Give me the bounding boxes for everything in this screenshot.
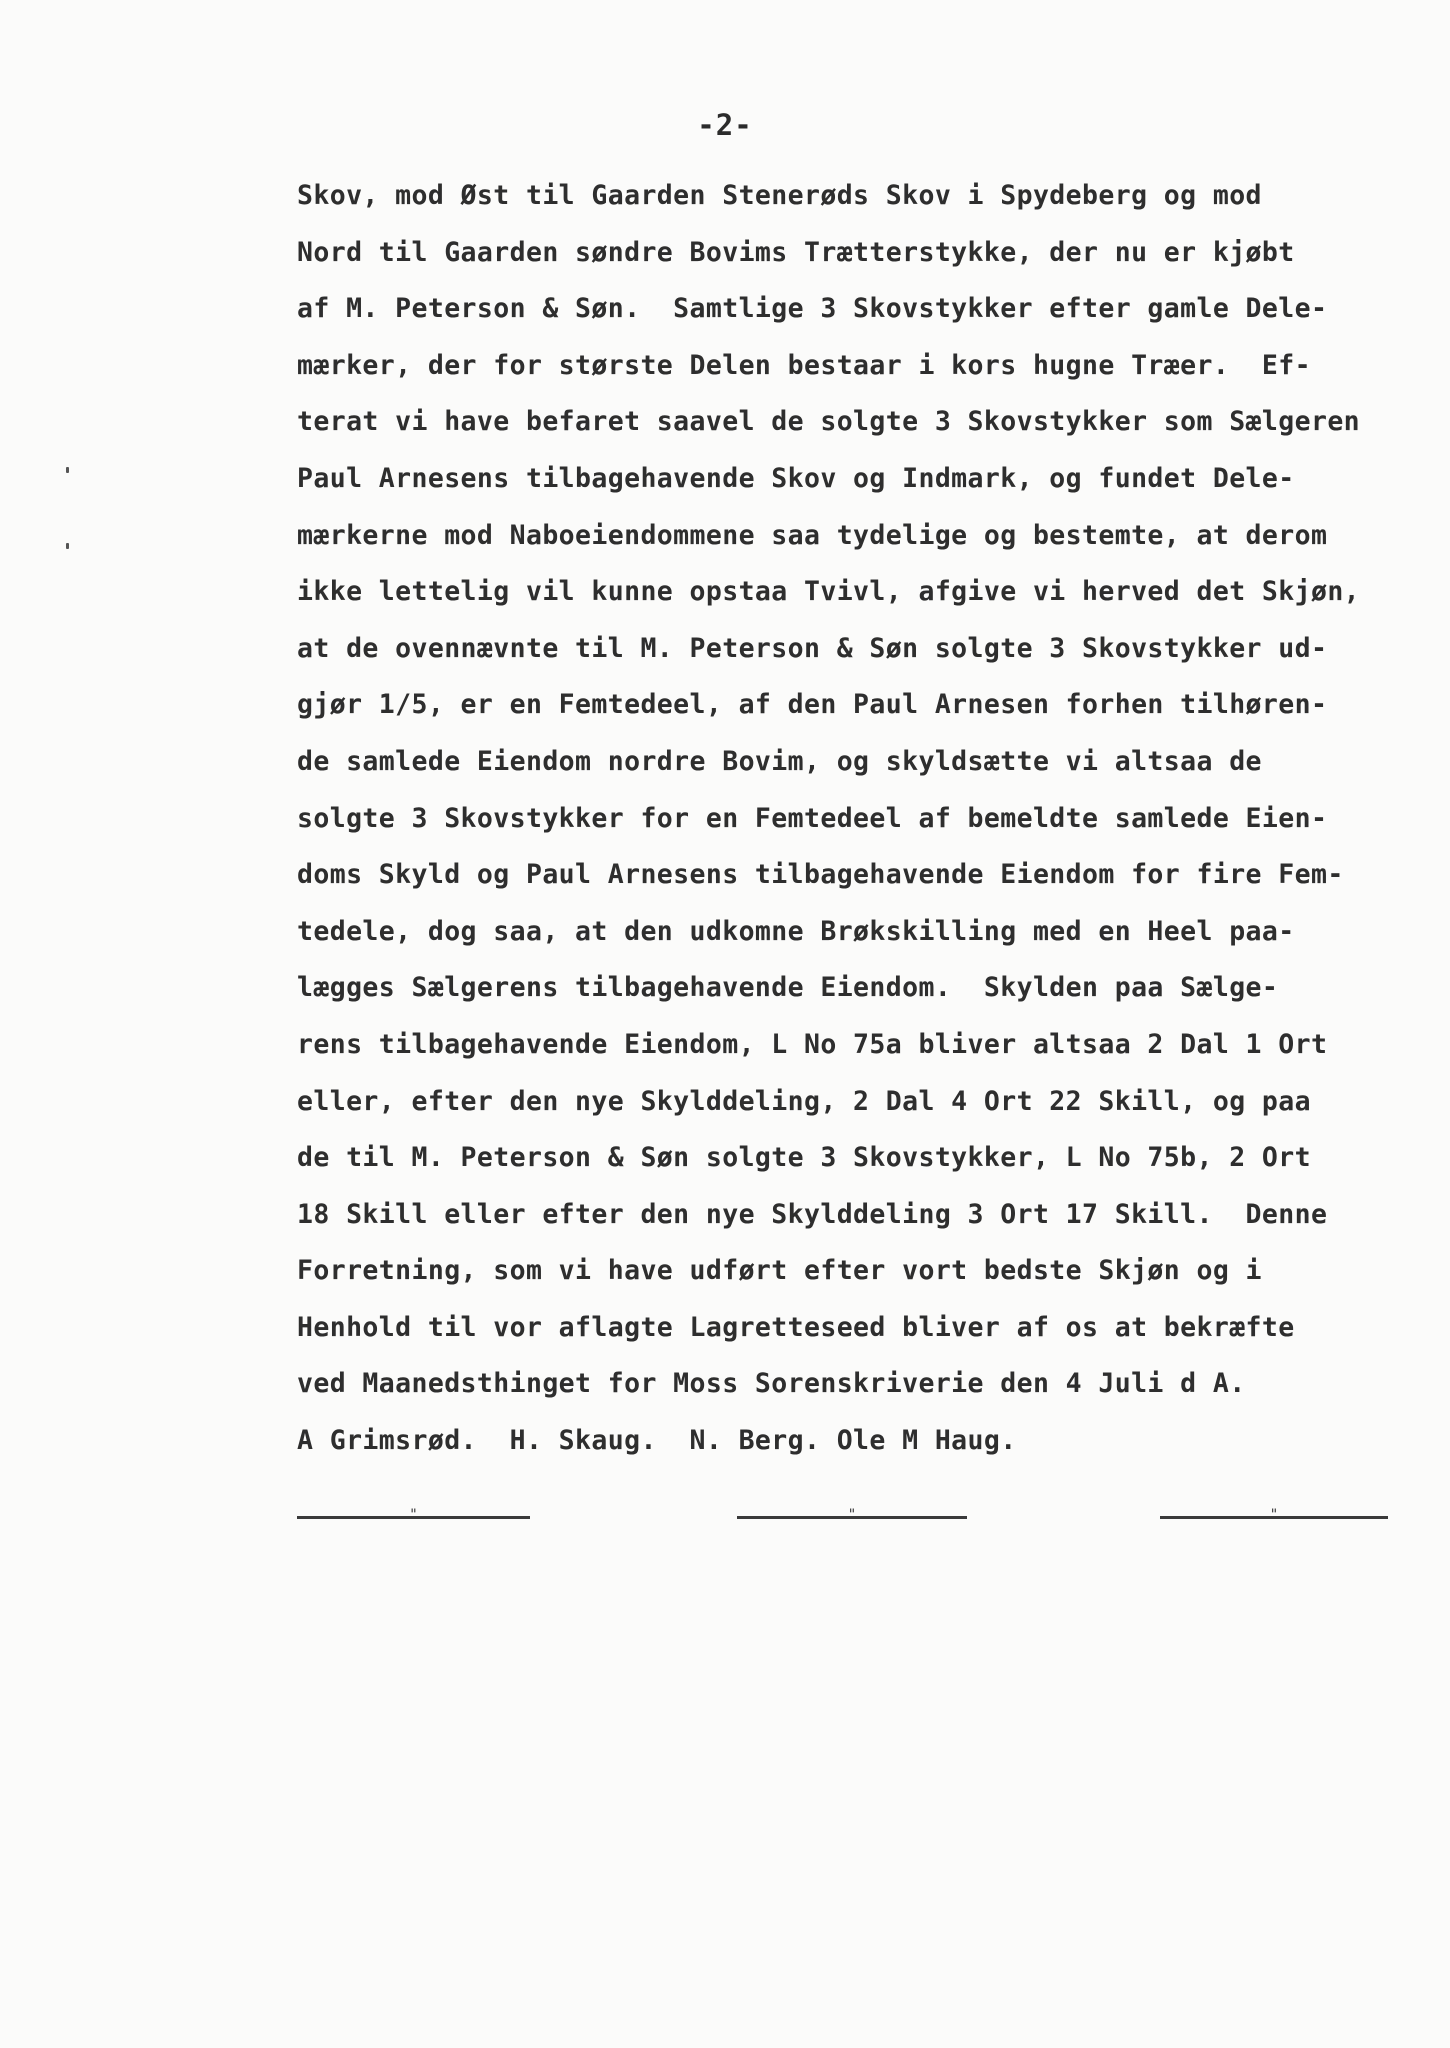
text-line: mærker, der for største Delen bestaar i kors hugne Træer. Ef- [297,349,1311,381]
text-line: Forretning, som vi have udført efter vort bedste Skjøn og i [297,1255,1262,1287]
text-line: tedele, dog saa, at den udkomne Brøkskilling med en Heel paa- [297,915,1295,947]
text-line: solgte 3 Skovstykker for en Femtedeel af bemeldte samlede Eien- [297,802,1328,834]
text-line: Henhold til vor aflagte Lagretteseed bliver af os at bekræfte [297,1311,1295,1343]
text-line: de samlede Eiendom nordre Bovim, og skyldsætte vi altsaa de [297,745,1262,777]
text-line: rens tilbagehavende Eiendom, L No 75a bliver altsaa 2 Dal 1 Ort [297,1028,1328,1060]
text-line: gjør 1/5, er en Femtedeel, af den Paul Arnesen forhen tilhøren- [297,689,1328,721]
margin-mark [66,467,69,473]
closing-rule [737,1507,967,1523]
text-line: lægges Sælgerens tilbagehavende Eiendom. Skylden paa Sælge- [297,972,1279,1004]
typed-text-body [297,168,1450,1470]
closing-rules [0,1506,1450,1526]
page-number: -2- [697,108,753,142]
text-line: de til M. Peterson & Søn solgte 3 Skovstykker, L No 75b, 2 Ort [297,1142,1311,1174]
text-line: Paul Arnesens tilbagehavende Skov og Indmark, og fundet Dele- [297,462,1295,494]
text-line: doms Skyld og Paul Arnesens tilbagehavende Eiendom for fire Fem- [297,859,1344,891]
text-line: mærkerne mod Naboeiendommene saa tydelige og bestemte, at derom [297,519,1328,551]
text-line: Skov, mod Øst til Gaarden Stenerøds Skov i Spydeberg og mod [297,180,1262,211]
text-line: at de ovennævnte til M. Peterson & Søn solgte 3 Skovstykker ud- [297,632,1328,664]
text-line: ved Maanedsthinget for Moss Sorenskriverie den 4 Juli d A. [297,1368,1246,1400]
text-line: ikke lettelig vil kunne opstaa Tvivl, afgive vi herved det Skjøn, [297,576,1361,608]
text-line: terat vi have befaret saavel de solgte 3 Skovstykker som Sælgeren [297,406,1361,438]
text-line: eller, efter den nye Skylddeling, 2 Dal 4 Ort 22 Skill, og paa [297,1085,1311,1117]
ditto-mark: " [1269,1507,1279,1523]
signature-line: A Grimsrød. H. Skaug. N. Berg. Ole M Haug. [297,1425,1017,1457]
ditto-mark: " [409,1507,418,1523]
text-line: 18 Skill eller efter den nye Skylddeling 3 Ort 17 Skill. Denne [297,1198,1328,1230]
text-line: af M. Peterson & Søn. Samtlige 3 Skovstykker efter gamle Dele- [297,293,1328,325]
ditto-mark: " [847,1507,857,1523]
margin-mark [66,543,69,549]
closing-rule [297,1507,530,1523]
closing-rule [1160,1507,1388,1523]
text-line: Nord til Gaarden søndre Bovims Trætterstykke, der nu er kjøbt [297,236,1295,268]
